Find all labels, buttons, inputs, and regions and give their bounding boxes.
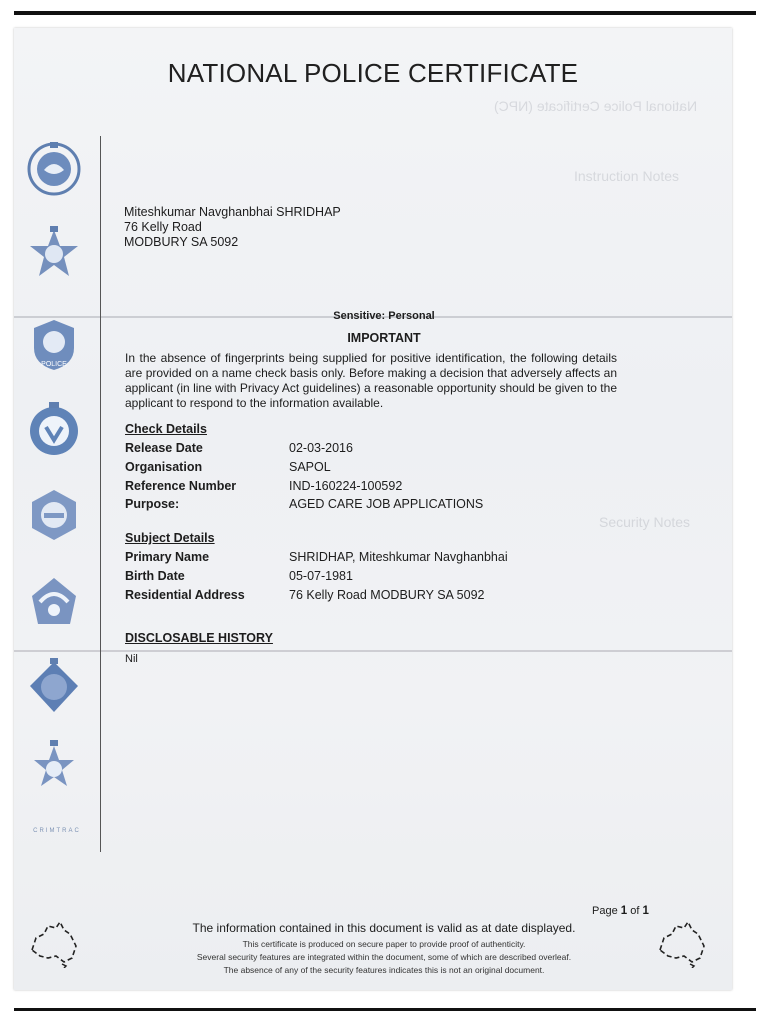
check-row-release-date xyxy=(125,441,645,459)
disclosable-history-heading: DISCLOSABLE HISTORY xyxy=(125,631,273,645)
certificate-page xyxy=(14,28,732,990)
bottom-border xyxy=(14,1008,756,1011)
field-label: Reference Number xyxy=(125,479,237,493)
page-label: Page xyxy=(592,905,618,917)
sa-police-badge-icon xyxy=(26,140,82,198)
check-row-organisation xyxy=(125,460,645,478)
emblem-divider xyxy=(100,136,101,852)
field-value: 02-03-2016 xyxy=(289,441,353,455)
check-row-reference-number xyxy=(125,479,645,497)
field-value: SHRIDHAP, Miteshkumar Navghanbhai xyxy=(289,550,508,564)
svg-text:POLICE: POLICE xyxy=(41,361,67,368)
field-value: SAPOL xyxy=(289,460,331,474)
check-row-purpose xyxy=(125,497,645,515)
qld-police-badge-icon xyxy=(26,486,82,544)
important-text: In the absence of fingerprints being supplied for positive identification, the following details are provided on a name check basis only. Before making a decision that adversely affects an applicant (in line with Privacy Act guidelines) a reasonable opportunity should be given to the applicant to respond to the information available. xyxy=(125,351,617,410)
page-total: 1 xyxy=(642,905,649,917)
important-heading: IMPORTANT xyxy=(347,331,421,345)
page-current: 1 xyxy=(620,905,628,917)
disclosable-history-value: Nil xyxy=(125,653,138,665)
crimtrac-logo: CRIMTRAC xyxy=(33,828,81,834)
document-title: NATIONAL POLICE CERTIFICATE xyxy=(167,58,579,88)
afp-badge-icon xyxy=(26,572,82,630)
nsw-police-badge-icon xyxy=(26,740,82,798)
field-label: Birth Date xyxy=(125,569,185,583)
tas-police-badge-icon xyxy=(26,400,82,458)
security-note-2: Several security features are integrated within the document, some of which are described overleaf. xyxy=(196,952,572,962)
bleed-through-text: Security Notes xyxy=(599,514,691,530)
security-note-1: This certificate is produced on secure paper to provide proof of authenticity. xyxy=(242,939,526,949)
field-value: 05-07-1981 xyxy=(289,569,353,583)
australia-map-icon xyxy=(26,916,84,968)
validity-notice: The information contained in this document is valid as at date displayed. xyxy=(192,921,576,935)
wa-police-badge-icon xyxy=(26,314,82,372)
field-value: IND-160224-100592 xyxy=(289,479,403,493)
recipient-city: MODBURY SA 5092 xyxy=(124,235,239,249)
field-label: Organisation xyxy=(125,460,203,474)
recipient-street: 76 Kelly Road xyxy=(124,220,202,234)
recipient-address xyxy=(124,205,341,250)
vic-police-badge-icon xyxy=(26,658,82,716)
subject-row-birth-date xyxy=(125,569,645,587)
nt-police-badge-icon xyxy=(26,226,82,284)
subject-details-heading: Subject Details xyxy=(125,531,215,545)
subject-row-primary-name xyxy=(125,550,645,568)
field-value: AGED CARE JOB APPLICATIONS xyxy=(289,497,484,511)
page-of: of xyxy=(630,905,640,917)
recipient-name: Miteshkumar Navghanbhai SHRIDHAP xyxy=(124,205,341,219)
field-label: Release Date xyxy=(125,441,203,455)
bleed-through-text: Instruction Notes xyxy=(574,168,680,184)
bleed-through-text: National Police Certificate (NPC) xyxy=(494,98,698,114)
classification-label: Sensitive: Personal xyxy=(333,310,435,322)
field-label: Residential Address xyxy=(125,588,245,602)
field-label: Primary Name xyxy=(125,550,210,564)
page-number xyxy=(592,905,649,917)
top-border xyxy=(14,11,756,15)
australia-map-icon xyxy=(654,916,712,968)
subject-row-residential-address xyxy=(125,588,645,606)
fold-line xyxy=(14,650,732,652)
field-label: Purpose: xyxy=(125,497,180,511)
check-details-heading: Check Details xyxy=(125,422,207,436)
field-value: 76 Kelly Road MODBURY SA 5092 xyxy=(289,588,485,602)
security-note-3: The absence of any of the security features indicates this is not an original document. xyxy=(223,965,545,975)
